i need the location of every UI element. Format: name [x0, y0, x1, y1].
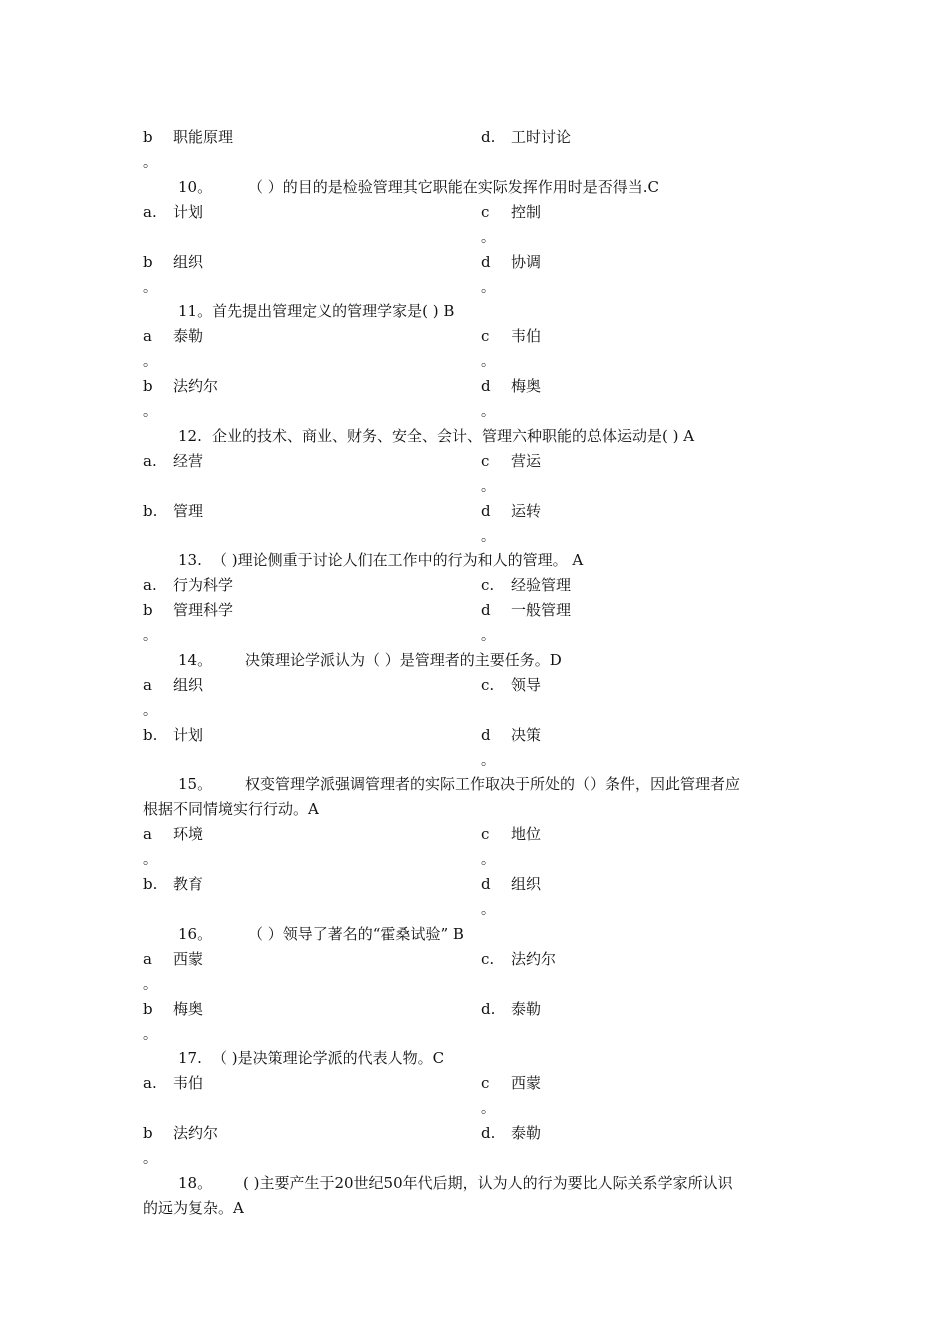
option-marker: c [481, 825, 490, 843]
question-number: 18。 [178, 1174, 213, 1192]
option-marker: a [143, 327, 152, 345]
option-marker-suffix: 。 [481, 753, 495, 769]
option-marker-suffix: 。 [143, 1151, 157, 1167]
option-marker-suffix: 。 [481, 628, 495, 644]
option-marker: d. [481, 1000, 496, 1018]
question-stem: 11。首先提出管理定义的管理学家是( ) B [178, 302, 455, 320]
option-marker-suffix: 。 [481, 354, 495, 370]
option-marker: c [481, 1074, 490, 1092]
option-text: 管理科学 [173, 601, 234, 619]
option-text: 梅奥 [511, 377, 542, 395]
option-text: 法约尔 [173, 1124, 219, 1142]
option-text: 领导 [511, 676, 542, 694]
option-marker-suffix: 。 [481, 280, 495, 296]
option-marker-suffix: 。 [143, 852, 157, 868]
question-stem-continued: 根据不同情境实行行动。A [143, 800, 319, 818]
option-marker-suffix: 。 [481, 902, 495, 918]
option-marker-suffix: 。 [481, 852, 495, 868]
option-marker: b. [143, 502, 158, 520]
question-number: 17. [178, 1049, 202, 1067]
option-text: 管理 [173, 502, 204, 520]
option-marker-suffix: 。 [143, 977, 157, 993]
option-text: 法约尔 [173, 377, 219, 395]
question-stem: 权变管理学派强调管理者的实际工作取决于所处的（）条件，因此管理者应 [245, 775, 741, 793]
option-text: 经验管理 [511, 576, 572, 594]
question-stem: （ )理论侧重于讨论人们在工作中的行为和人的管理。 A [212, 551, 584, 569]
option-text: 教育 [173, 875, 204, 893]
option-text: 地位 [511, 825, 542, 843]
option-marker: b. [143, 726, 158, 744]
option-marker-suffix: 。 [481, 404, 495, 420]
question-number: 16。 [178, 925, 213, 943]
option-text: 韦伯 [173, 1074, 204, 1092]
option-marker: d [481, 726, 491, 744]
option-marker-suffix: 。 [143, 280, 157, 296]
option-marker: a. [143, 452, 157, 470]
question-stem: ( )主要产生于20世纪50年代后期，认为人的行为要比人际关系学家所认识 [243, 1174, 733, 1192]
option-marker-suffix: 。 [143, 155, 157, 171]
option-marker: c. [481, 950, 495, 968]
option-text: 一般管理 [511, 601, 572, 619]
option-marker: a. [143, 203, 157, 221]
question-stem: 决策理论学派认为（ ）是管理者的主要任务。D [245, 651, 562, 669]
option-marker: d. [481, 128, 496, 146]
option-marker-suffix: 。 [143, 628, 157, 644]
question-number: 13. [178, 551, 202, 569]
option-text: 决策 [511, 726, 542, 744]
option-marker-suffix: 。 [481, 230, 495, 246]
option-marker: b [143, 253, 153, 271]
question-stem: 企业的技术、商业、财务、安全、会计、管理六种职能的总体运动是( ) A [212, 427, 695, 445]
option-text: 梅奥 [173, 1000, 204, 1018]
option-marker: d [481, 502, 491, 520]
question-stem: （ )是决策理论学派的代表人物。C [212, 1049, 445, 1067]
option-text: 西蒙 [511, 1074, 542, 1092]
option-text: 运转 [511, 502, 542, 520]
option-text: 营运 [511, 452, 542, 470]
option-marker: b [143, 128, 153, 146]
option-text: 泰勒 [173, 327, 204, 345]
option-marker: b [143, 1000, 153, 1018]
option-text: 环境 [173, 825, 204, 843]
question-stem: （ ）领导了著名的“霍桑试验” B [248, 925, 464, 943]
option-marker-suffix: 。 [143, 1027, 157, 1043]
option-marker: a. [143, 576, 157, 594]
option-text: 韦伯 [511, 327, 542, 345]
option-text: 泰勒 [511, 1000, 542, 1018]
option-marker: a. [143, 1074, 157, 1092]
option-text: 西蒙 [173, 950, 204, 968]
option-text: 协调 [511, 253, 542, 271]
option-marker: b [143, 377, 153, 395]
option-marker: c. [481, 576, 495, 594]
option-marker: b [143, 601, 153, 619]
option-text: 法约尔 [511, 950, 557, 968]
option-marker: b [143, 1124, 153, 1142]
option-marker: d [481, 601, 491, 619]
option-text: 计划 [173, 726, 204, 744]
option-text: 职能原理 [173, 128, 234, 146]
option-marker-suffix: 。 [481, 529, 495, 545]
option-marker: a [143, 676, 152, 694]
question-number: 10。 [178, 178, 213, 196]
option-marker-suffix: 。 [143, 354, 157, 370]
option-text: 工时讨论 [511, 128, 572, 146]
option-marker: b. [143, 875, 158, 893]
option-text: 控制 [511, 203, 542, 221]
option-text: 经营 [173, 452, 204, 470]
option-marker: d [481, 875, 491, 893]
option-marker-suffix: 。 [481, 1101, 495, 1117]
question-number: 15。 [178, 775, 213, 793]
option-marker: d [481, 377, 491, 395]
option-marker-suffix: 。 [143, 703, 157, 719]
option-text: 计划 [173, 203, 204, 221]
option-marker: c [481, 327, 490, 345]
question-number: 12. [178, 427, 202, 445]
option-marker: c [481, 452, 490, 470]
option-marker: d [481, 253, 491, 271]
option-marker: c [481, 203, 490, 221]
question-number: 14。 [178, 651, 213, 669]
option-text: 泰勒 [511, 1124, 542, 1142]
option-marker: a [143, 825, 152, 843]
option-text: 组织 [511, 875, 542, 893]
option-marker: a [143, 950, 152, 968]
option-text: 行为科学 [173, 576, 234, 594]
option-marker-suffix: 。 [481, 479, 495, 495]
option-marker: d. [481, 1124, 496, 1142]
option-marker-suffix: 。 [143, 404, 157, 420]
option-text: 组织 [173, 676, 204, 694]
question-stem-continued: 的远为复杂。A [143, 1199, 244, 1217]
option-marker: c. [481, 676, 495, 694]
question-stem: （ ）的目的是检验管理其它职能在实际发挥作用时是否得当.C [248, 178, 660, 196]
option-text: 组织 [173, 253, 204, 271]
